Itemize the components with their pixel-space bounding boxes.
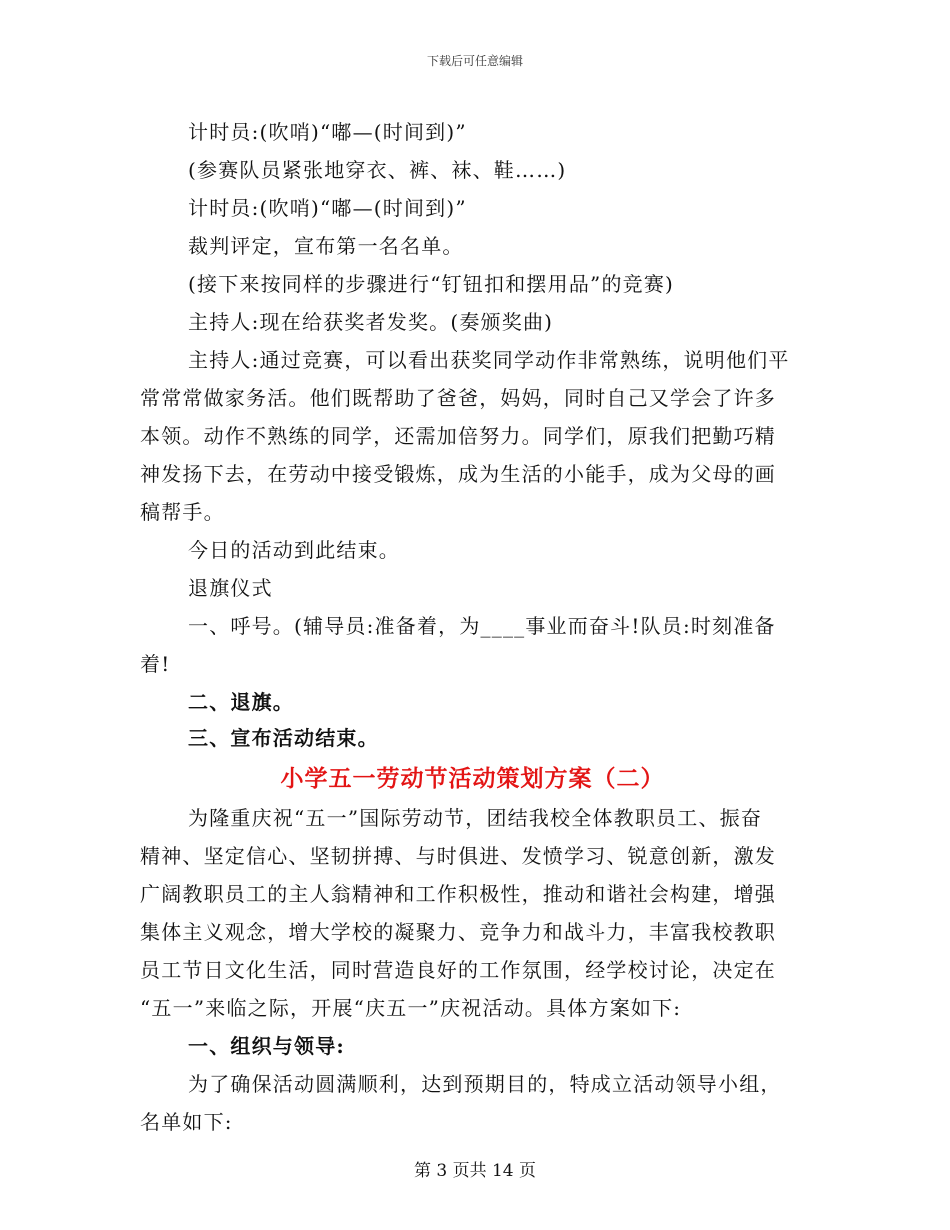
paragraph-line: 计时员:(吹哨)“嘟—(时间到)” bbox=[188, 120, 467, 144]
page-header: 下载后可任意编辑 bbox=[426, 54, 523, 68]
paragraph-line: 员工节日文化生活，同时营造良好的工作氛围，经学校讨论，决定在 bbox=[140, 958, 776, 982]
paragraph-line: “五一”来临之际，开展“庆五一”庆祝活动。具体方案如下: bbox=[140, 996, 682, 1020]
paragraph-line: 裁判评定，宣布第一名名单。 bbox=[188, 234, 464, 258]
paragraph-line: 精神、坚定信心、坚韧拼搏、与时俱进、发愤学习、锐意创新，激发 bbox=[140, 844, 776, 868]
paragraph-line: (参赛队员紧张地穿衣、裤、袜、鞋……) bbox=[188, 158, 567, 182]
paragraph-line: 为了确保活动圆满顺利，达到预期目的，特成立活动领导小组， bbox=[188, 1072, 782, 1096]
paragraph-line: 稿帮手。 bbox=[140, 500, 225, 524]
paragraph-line: (接下来按同样的步骤进行“钉钮扣和摆用品”的竞赛) bbox=[188, 272, 675, 296]
paragraph-line: 神发扬下去，在劳动中接受锻炼，成为生活的小能手，成为父母的画 bbox=[140, 462, 776, 486]
paragraph-line: 广阔教职员工的主人翁精神和工作积极性，推动和谐社会构建，增强 bbox=[140, 882, 776, 906]
paragraph-line: 主持人:通过竞赛，可以看出获奖同学动作非常熟练，说明他们平 bbox=[188, 348, 790, 372]
document-title: 小学五一劳动节活动策划方案（二） bbox=[280, 765, 665, 792]
paragraph-line: 集体主义观念，增大学校的凝聚力、竞争力和战斗力，丰富我校教职 bbox=[140, 920, 776, 944]
section-heading: 二、退旗。 bbox=[188, 690, 294, 714]
paragraph-line: 一、呼号。(辅导员:准备着，为____事业而奋斗!队员:时刻准备 bbox=[188, 614, 776, 638]
section-heading: 三、宣布活动结束。 bbox=[188, 726, 379, 750]
paragraph-line: 常常常做家务活。他们既帮助了爸爸，妈妈，同时自己又学会了许多 bbox=[140, 386, 776, 410]
paragraph-line: 计时员:(吹哨)“嘟—(时间到)” bbox=[188, 196, 467, 220]
section-heading: 一、组织与领导: bbox=[188, 1034, 345, 1058]
paragraph-line: 今日的活动到此结束。 bbox=[188, 538, 400, 562]
paragraph-line: 着! bbox=[140, 652, 171, 676]
page-footer: 第 3 页共 14 页 bbox=[413, 1161, 537, 1181]
paragraph-line: 名单如下: bbox=[140, 1110, 233, 1134]
paragraph-line: 为隆重庆祝“五一”国际劳动节，团结我校全体教职员工、振奋 bbox=[188, 806, 763, 830]
paragraph-line: 本领。动作不熟练的同学，还需加倍努力。同学们，原我们把勤巧精 bbox=[140, 424, 776, 448]
paragraph-line: 退旗仪式 bbox=[188, 576, 273, 600]
paragraph-line: 主持人:现在给获奖者发奖。(奏颁奖曲) bbox=[188, 310, 554, 334]
